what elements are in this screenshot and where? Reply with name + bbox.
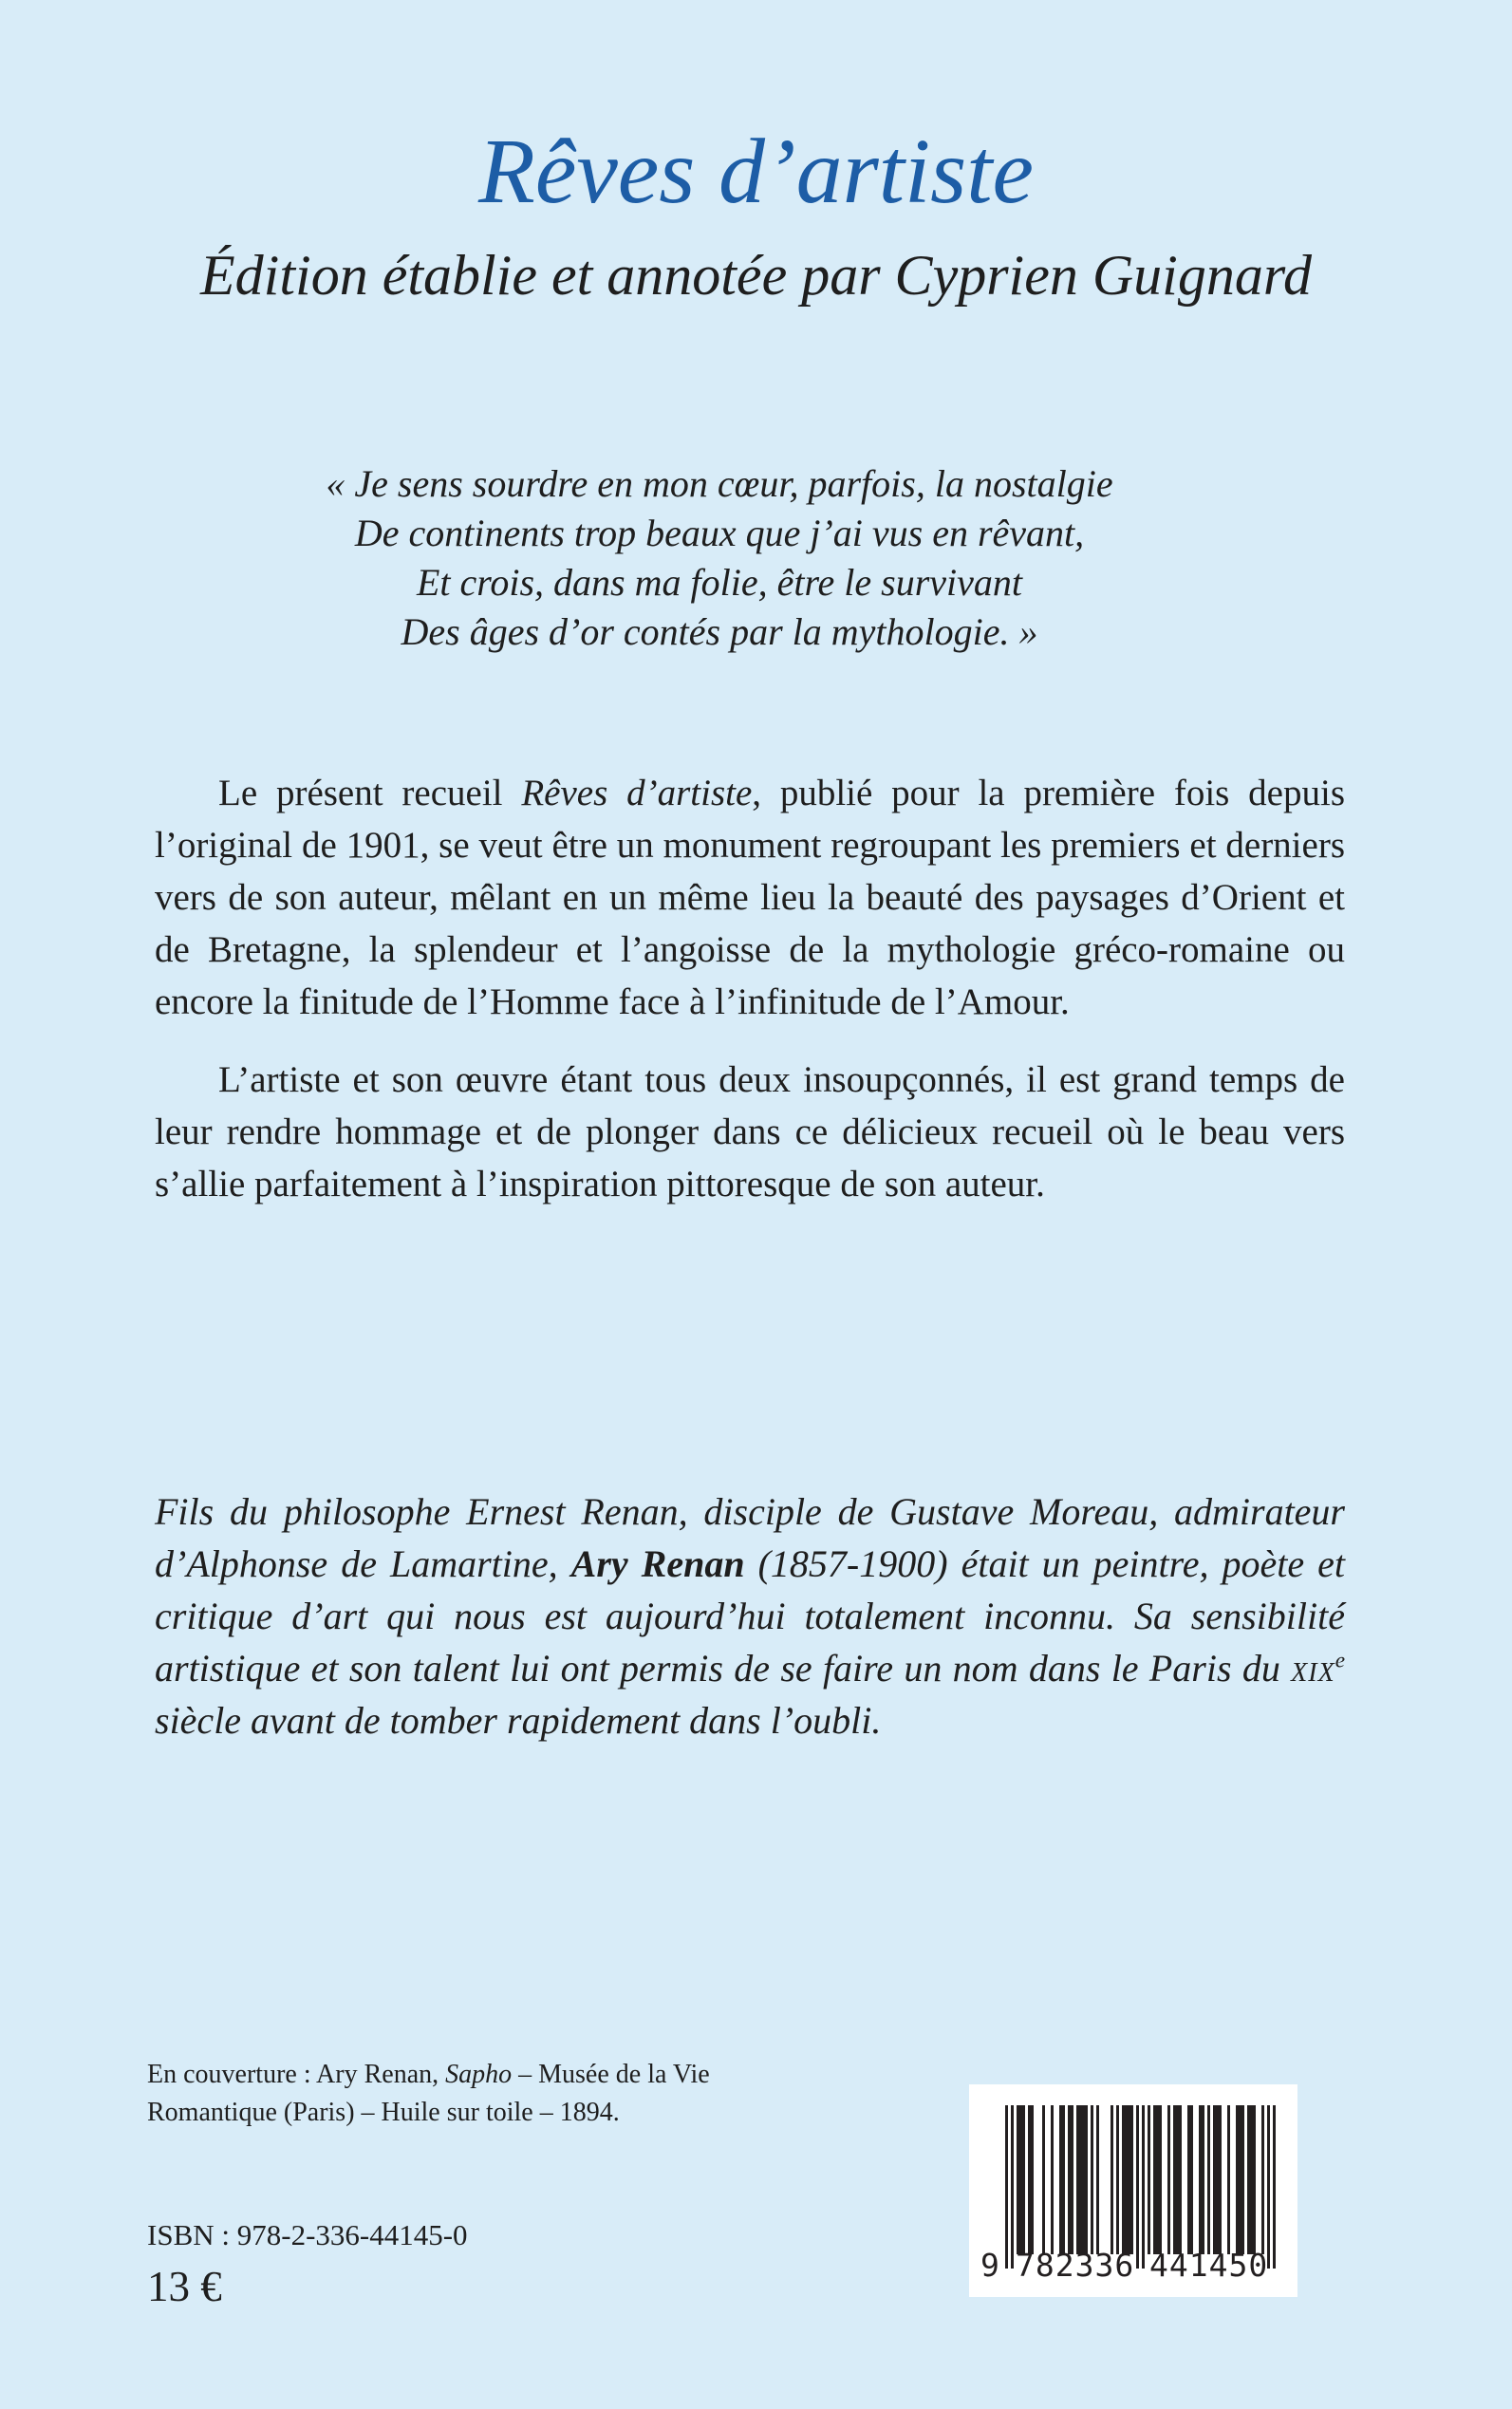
barcode-bar bbox=[1190, 2105, 1193, 2254]
barcode-bar bbox=[1267, 2105, 1270, 2269]
credit-text-before: En couverture : Ary Renan, bbox=[147, 2060, 446, 2089]
synopsis-p1-text-before: Le présent recueil bbox=[218, 773, 522, 813]
bio-middle: (1857-1900) était un peintre, poète et critique d’art qui nous est aujourd’hui totalement inconnu. Sa sensibilité artistique et son talent lui ont permis de se faire un nom dans le Paris du bbox=[155, 1542, 1345, 1690]
century-superscript: e bbox=[1335, 1648, 1345, 1673]
book-title: Rêves d’artiste bbox=[477, 121, 1035, 223]
synopsis-paragraph-2: L’artiste et son œuvre étant tous deux insoupçonnés, il est grand temps de leur rendre hommage et de plonger dans ce délicieux recueil où le beau vers s’allie parfaitement à l’inspiration pittoresque de son auteur. bbox=[155, 1059, 1345, 1204]
barcode-digit-group-2: 441450 bbox=[1149, 2247, 1269, 2284]
credit-text-after: – Musée de la Vie Romantique (Paris) – Huile sur toile – 1894. bbox=[147, 2060, 710, 2127]
author-bio bbox=[155, 1485, 1345, 1746]
synopsis-section bbox=[155, 767, 1345, 1210]
synopsis-paragraph-1 bbox=[155, 767, 1345, 1028]
barcode-bars bbox=[1005, 2105, 1276, 2269]
synopsis-p1-text-after: , publié pour la première fois depuis l’original de 1901, se veut être un monument regroupant les premiers et derniers vers de son auteur, mêlant en un même lieu la beauté des paysages d’Orient et de Bretagne, la splendeur et l’angoisse de la mythologie gréco-romaine ou encore la finitude de l’Homme face à l’infinitude de l’Amour. bbox=[155, 773, 1346, 1022]
barcode-bar bbox=[1167, 2105, 1170, 2254]
barcode-bar bbox=[1227, 2105, 1230, 2254]
epigraph-line: « Je sens sourdre en mon cœur, parfois, la nostalgie bbox=[326, 462, 1113, 505]
barcode-bar bbox=[1159, 2105, 1162, 2254]
barcode-bar bbox=[1136, 2105, 1139, 2269]
barcode-digit-group-1: 782336 bbox=[1016, 2247, 1135, 2284]
epigraph-line: Et crois, dans ma folie, être le survivant bbox=[416, 561, 1023, 604]
epigraph-line: De continents trop beaux que j’ai vus en rêvant, bbox=[354, 512, 1085, 554]
barcode-bar bbox=[1096, 2105, 1099, 2254]
barcode-digit-lead: 9 bbox=[980, 2247, 999, 2284]
barcode bbox=[969, 2084, 1297, 2297]
barcode-bar bbox=[1062, 2105, 1065, 2254]
epigraph-line: Des âges d’or contés par la mythologie. » bbox=[401, 610, 1038, 653]
author-name: Ary Renan bbox=[570, 1542, 745, 1585]
barcode-bar bbox=[1261, 2105, 1264, 2254]
cover-credit bbox=[147, 2056, 812, 2132]
barcode-bar bbox=[1011, 2105, 1014, 2269]
barcode-bar bbox=[1241, 2105, 1244, 2254]
barcode-bar bbox=[1051, 2105, 1054, 2254]
barcode-bar bbox=[1022, 2105, 1025, 2254]
barcode-bar bbox=[1005, 2105, 1008, 2269]
barcode-digits bbox=[969, 2247, 1297, 2288]
barcode-bar bbox=[1111, 2105, 1113, 2254]
book-subtitle: Édition établie et annotée par Cyprien Guignard bbox=[200, 244, 1312, 307]
barcode-bar bbox=[1085, 2105, 1088, 2254]
barcode-bar bbox=[1253, 2105, 1256, 2254]
barcode-bar bbox=[1042, 2105, 1045, 2254]
barcode-bar bbox=[1071, 2105, 1073, 2254]
barcode-bar bbox=[1202, 2105, 1204, 2254]
isbn-line: ISBN : 978-2-336-44145-0 bbox=[147, 2218, 468, 2251]
barcode-bar bbox=[1116, 2105, 1119, 2254]
barcode-bar bbox=[1219, 2105, 1222, 2254]
barcode-bar bbox=[1273, 2105, 1276, 2269]
century-small-caps: xix bbox=[1291, 1647, 1335, 1690]
barcode-bar bbox=[1179, 2105, 1182, 2254]
artwork-title: Sapho bbox=[445, 2060, 513, 2089]
epigraph-quote bbox=[155, 459, 1345, 657]
barcode-bar bbox=[1031, 2105, 1034, 2254]
barcode-bar bbox=[1091, 2105, 1093, 2254]
barcode-bar bbox=[1130, 2105, 1133, 2254]
barcode-bar bbox=[1142, 2105, 1145, 2269]
price: 13 € bbox=[147, 2263, 222, 2310]
work-title-italic: Rêves d’artiste bbox=[521, 773, 753, 813]
barcode-bar bbox=[1148, 2105, 1150, 2254]
bio-end: siècle avant de tomber rapidement dans l’oubli. bbox=[155, 1699, 882, 1742]
barcode-bar bbox=[1207, 2105, 1210, 2254]
bio-intro: Fils du philosophe Ernest Renan, disciple de Gustave Moreau, admirateur d’Alphonse de Lamartine, bbox=[155, 1490, 1345, 1585]
